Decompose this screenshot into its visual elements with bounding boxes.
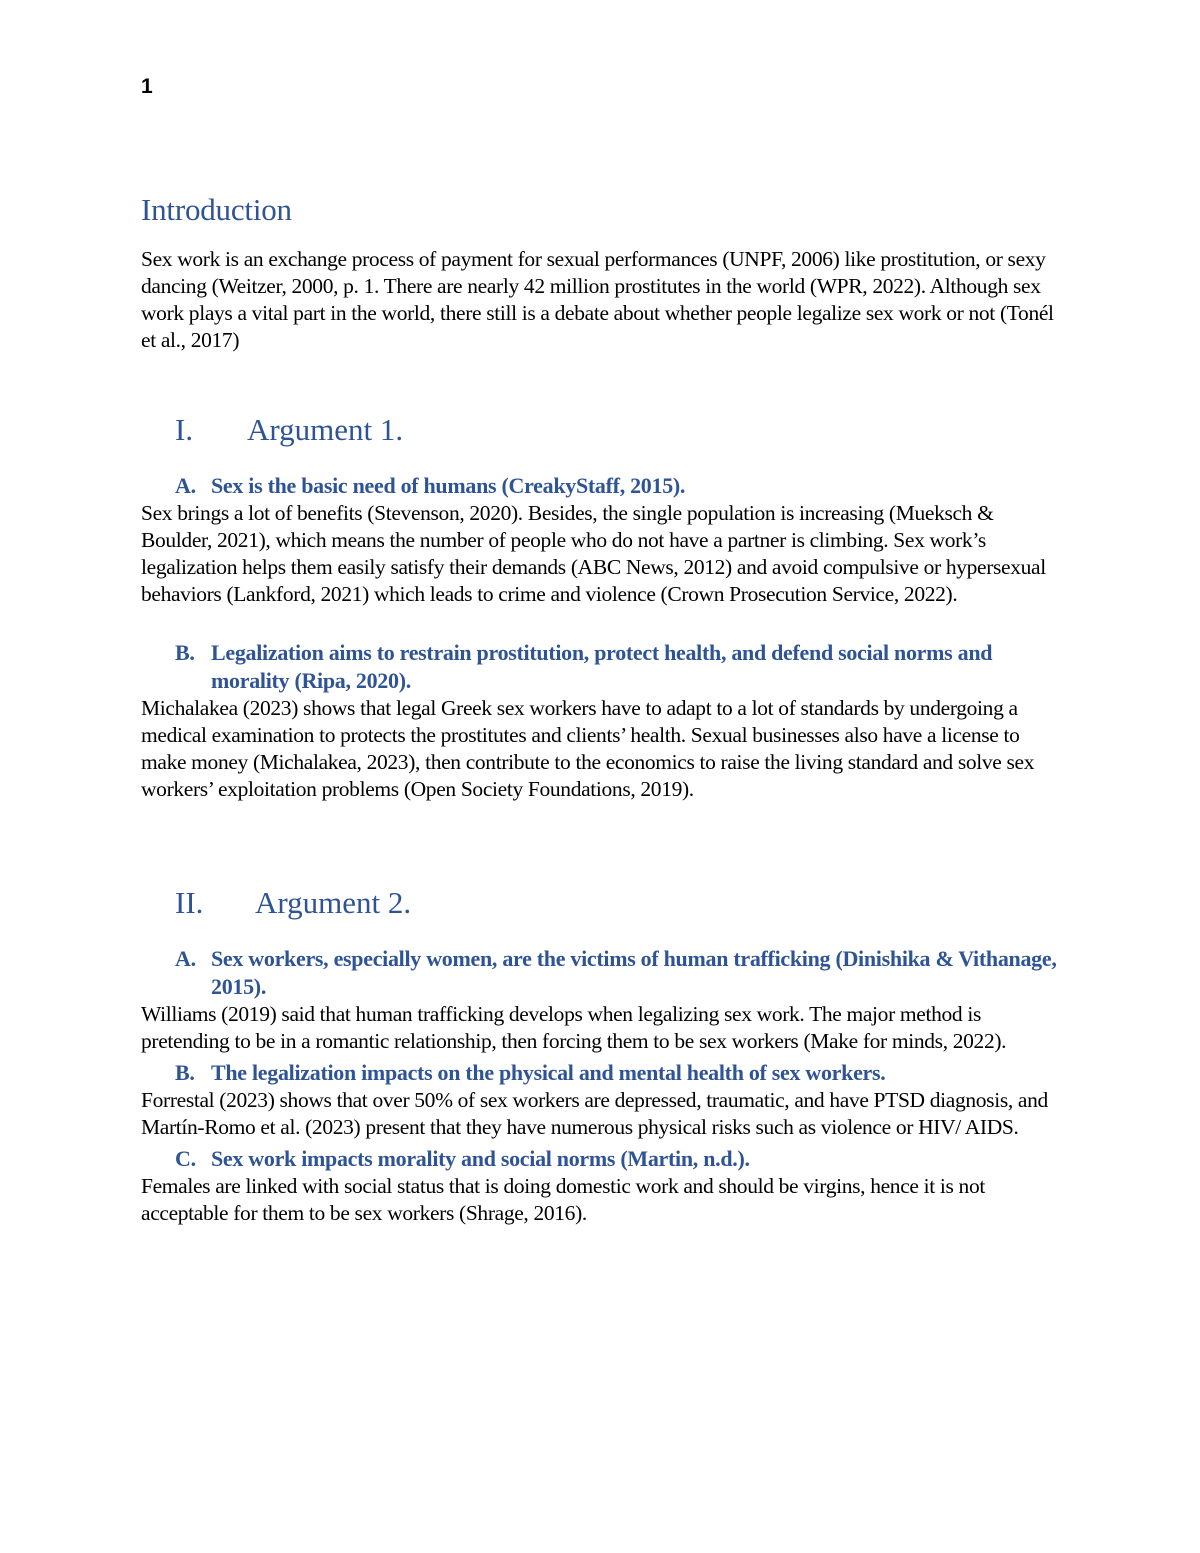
point-letter: A.: [175, 946, 196, 971]
point-body: Williams (2019) said that human trafficking develops when legalizing sex work. The major method is pretending to be in a romantic relationship, then forcing them to be sex workers (Make for minds, 2022).: [141, 1002, 1007, 1053]
argument-1-point-b: [141, 639, 1061, 803]
point-heading-text: Sex work impacts morality and social norms (Martin, n.d.).: [211, 1146, 750, 1171]
argument-1-title: Argument 1.: [247, 412, 404, 447]
point-heading-text: The legalization impacts on the physical and mental health of sex workers.: [211, 1060, 886, 1085]
argument-2-point-a: [141, 945, 1061, 1055]
point-heading-text: Legalization aims to restrain prostitution, protect health, and defend social norms and morality (Ripa, 2020).: [211, 640, 993, 693]
argument-2-point-c: [141, 1145, 1061, 1227]
page-number: 1: [141, 75, 153, 98]
point-heading-text: Sex workers, especially women, are the victims of human trafficking (Dinishika & Vithanage, 2015).: [211, 946, 1057, 999]
introduction-heading: Introduction: [141, 192, 292, 227]
point-letter: B.: [175, 1060, 195, 1085]
point-body: Michalakea (2023) shows that legal Greek sex workers have to adapt to a lot of standards by undergoing a medical examination to protects the prostitutes and clients’ health. Sexual businesses also have a license to make money (Michalakea, 2023), then contribute to the economics to raise the living standard and solve sex workers’ exploitation problems (Open Society Foundations, 2019).: [141, 696, 1035, 801]
point-heading: [141, 1145, 1061, 1173]
argument-1-point-a: [141, 472, 1061, 608]
argument-2-heading: [141, 883, 1061, 923]
point-letter: C.: [175, 1146, 196, 1171]
argument-2-title: Argument 2.: [255, 885, 412, 920]
point-body: Females are linked with social status that is doing domestic work and should be virgins, hence it is not acceptable for them to be sex workers (Shrage, 2016).: [141, 1174, 985, 1225]
point-letter: A.: [175, 473, 196, 498]
point-heading: [141, 472, 1061, 500]
argument-1-section: [141, 410, 1061, 803]
argument-1-numeral: I.: [175, 412, 194, 447]
point-heading: [141, 639, 1061, 695]
argument-2-numeral: II.: [175, 885, 204, 920]
point-heading-text: Sex is the basic need of humans (CreakyStaff, 2015).: [211, 473, 686, 498]
point-body: Forrestal (2023) shows that over 50% of sex workers are depressed, traumatic, and have PTSD diagnosis, and Martín-Romo et al. (2023) present that they have numerous physical risks such as violence or HIV/ AIDS.: [141, 1088, 1048, 1139]
argument-1-heading: [141, 410, 1061, 450]
document-content: [141, 190, 1061, 1227]
argument-2-section: [141, 883, 1061, 1227]
introduction-paragraph: Sex work is an exchange process of payment for sexual performances (UNPF, 2006) like prostitution, or sexy dancing (Weitzer, 2000, p. 1. There are nearly 42 million prostitutes in the world (WPR, 2022). Although sex work plays a vital part in the world, there still is a debate about whether people legalize sex work or not (Tonél et al., 2017): [141, 247, 1054, 352]
point-letter: B.: [175, 640, 195, 665]
argument-2-point-b: [141, 1059, 1061, 1141]
point-heading: [141, 945, 1061, 1001]
introduction-section: [141, 190, 1061, 354]
point-heading: [141, 1059, 1061, 1087]
point-body: Sex brings a lot of benefits (Stevenson, 2020). Besides, the single population is increasing (Mueksch & Boulder, 2021), which means the number of people who do not have a partner is climbing. Sex work’s legalization helps them easily satisfy their demands (ABC News, 2012) and avoid compulsive or hypersexual behaviors (Lankford, 2021) which leads to crime and violence (Crown Prosecution Service, 2022).: [141, 501, 1046, 606]
